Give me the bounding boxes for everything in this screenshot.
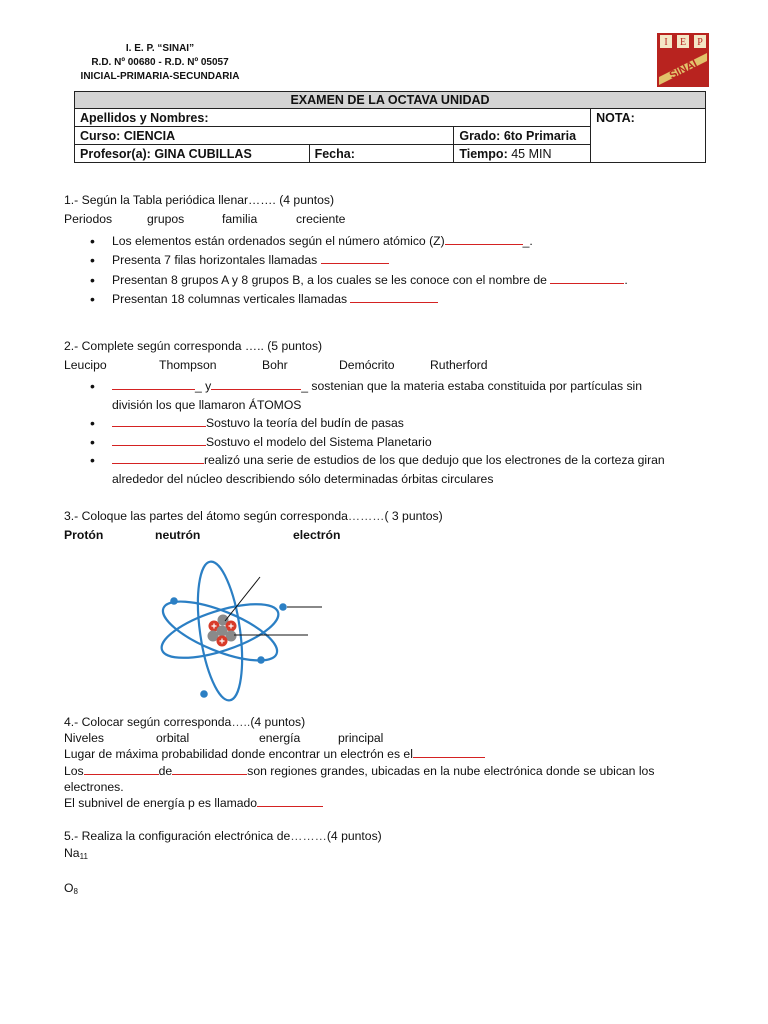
nota-label: NOTA: bbox=[596, 111, 635, 125]
electron bbox=[200, 690, 208, 698]
q4-word: principal bbox=[338, 731, 384, 745]
q2-word: Thompson bbox=[159, 358, 217, 372]
logo-letter: I bbox=[664, 37, 668, 48]
tiempo-value: 45 MIN bbox=[511, 146, 552, 161]
q1-word: Periodos bbox=[64, 212, 113, 226]
grado-label: Grado: bbox=[459, 128, 501, 143]
q2-word: Leucipo bbox=[64, 358, 107, 372]
logo-letter: E bbox=[679, 37, 687, 48]
q4-dots: ….. bbox=[231, 715, 251, 729]
answer-blank[interactable] bbox=[445, 234, 523, 245]
answer-blank[interactable] bbox=[84, 764, 159, 775]
grado-value: 6to Primaria bbox=[503, 128, 577, 143]
answer-blank[interactable] bbox=[321, 253, 389, 264]
q3-title-line bbox=[64, 509, 443, 523]
q4-word: orbital bbox=[156, 731, 190, 745]
q2-list bbox=[90, 377, 665, 488]
q2-item: • Sostuvo el modelo del Sistema Planetario bbox=[90, 433, 665, 452]
name-field[interactable] bbox=[75, 109, 591, 127]
profesor-value: GINA CUBILLAS bbox=[154, 146, 252, 161]
exam-info-table bbox=[74, 91, 706, 163]
q5-title-line bbox=[64, 829, 382, 843]
q1-word: creciente bbox=[296, 212, 346, 226]
q1-item: • Presentan 18 columnas verticales llamadas bbox=[90, 290, 628, 309]
school-rd: R.D. Nº 00680 - R.D. Nº 05057 bbox=[91, 57, 229, 68]
electron bbox=[257, 656, 265, 664]
answer-blank[interactable] bbox=[257, 796, 323, 807]
q5-points: (4 puntos) bbox=[326, 829, 382, 843]
profesor-cell bbox=[75, 145, 310, 163]
q5-element-na: $Na_{11}$ bbox=[64, 846, 88, 861]
q2-word: Demócrito bbox=[339, 358, 395, 372]
q1-item: • Los elementos están ordenados según el número atómico (Z) _. bbox=[90, 232, 628, 251]
q2-item: • _ y _ sostenian que la materia estaba constituida por partículas sin división los que llamaron ÁTOMOS bbox=[90, 377, 665, 414]
q5-element-o: $O_8$ bbox=[64, 881, 78, 896]
answer-blank[interactable] bbox=[350, 292, 438, 303]
q4-line: El subnivel de energía p es llamado bbox=[64, 796, 323, 810]
logo-text: SINAI bbox=[667, 57, 700, 82]
tiempo-label: Tiempo: bbox=[459, 146, 508, 161]
q2-word: Rutherford bbox=[430, 358, 488, 372]
q3-points: ( 3 puntos) bbox=[384, 509, 443, 523]
school-logo-icon bbox=[657, 33, 709, 87]
q2-item: • realizó una serie de estudios de los que dedujo que los electrones de la corteza giran alrededor del núcleo describiendo sólo determinadas órbitas circulares bbox=[90, 451, 665, 488]
q1-list bbox=[90, 232, 628, 309]
q2-title: 2.- Complete según corresponda ….. (5 puntos) bbox=[64, 339, 323, 353]
q5-title: 5.- Realiza la configuración electrónica de bbox=[64, 829, 291, 843]
nota-field[interactable] bbox=[591, 109, 706, 163]
grado-cell bbox=[454, 127, 591, 145]
nucleus bbox=[208, 615, 237, 647]
q3-word: neutrón bbox=[155, 528, 201, 542]
curso-value: CIENCIA bbox=[123, 128, 176, 143]
q5-dots: ……… bbox=[290, 829, 327, 843]
school-header bbox=[70, 42, 250, 84]
q4-line: Los de son regiones grandes, ubicadas en la nube electrónica donde se ubican los bbox=[64, 764, 655, 778]
fecha-label: Fecha: bbox=[314, 146, 355, 161]
q3-word: Protón bbox=[64, 528, 104, 542]
q2-item: • Sostuvo la teoría del budín de pasas bbox=[90, 414, 665, 433]
answer-blank[interactable] bbox=[112, 453, 204, 464]
atom-diagram bbox=[150, 555, 330, 705]
q1-word: grupos bbox=[147, 212, 185, 226]
answer-blank[interactable] bbox=[550, 273, 624, 284]
q4-title: 4.- Colocar según corresponda bbox=[64, 715, 232, 729]
tiempo-cell bbox=[454, 145, 591, 163]
q1-item: • Presenta 7 filas horizontales llamadas bbox=[90, 251, 628, 270]
school-levels: INICIAL-PRIMARIA-SECUNDARIA bbox=[80, 71, 240, 82]
q1-title: 1.- Según la Tabla periódica llenar……. (4 puntos) bbox=[64, 193, 335, 207]
answer-blank[interactable] bbox=[413, 747, 485, 758]
q3-dots: ……… bbox=[347, 509, 385, 523]
q4-title-line bbox=[64, 715, 305, 729]
q1-word: familia bbox=[222, 212, 258, 226]
name-label: Apellidos y Nombres: bbox=[80, 110, 209, 125]
answer-blank[interactable] bbox=[112, 416, 206, 427]
q2-item-cont: división los que llamaron ÁTOMOS bbox=[112, 397, 302, 412]
q4-line-cont: electrones. bbox=[64, 780, 124, 794]
q2-word: Bohr bbox=[262, 358, 288, 372]
q4-word: energía bbox=[259, 731, 301, 745]
school-name: I. E. P. “SINAI” bbox=[125, 43, 195, 54]
curso-cell bbox=[75, 127, 454, 145]
logo-letter: P bbox=[697, 37, 703, 48]
answer-blank[interactable] bbox=[112, 379, 195, 390]
answer-blank[interactable] bbox=[172, 764, 247, 775]
q2-item-cont: alrededor del núcleo describiendo sólo determinadas órbitas circulares bbox=[112, 471, 494, 486]
q1-item: • Presentan 8 grupos A y 8 grupos B, a los cuales se les conoce con el nombre de . bbox=[90, 271, 628, 290]
q3-word: electrón bbox=[293, 528, 341, 542]
electron bbox=[170, 597, 178, 605]
answer-blank[interactable] bbox=[211, 379, 301, 390]
profesor-label: Profesor(a): bbox=[80, 146, 151, 161]
curso-label: Curso: bbox=[80, 128, 121, 143]
q4-word: Niveles bbox=[64, 731, 104, 745]
electron bbox=[279, 603, 287, 611]
fecha-field[interactable] bbox=[309, 145, 454, 163]
exam-title: EXAMEN DE LA OCTAVA UNIDAD bbox=[75, 92, 706, 109]
pointer-line bbox=[225, 577, 260, 621]
answer-blank[interactable] bbox=[112, 435, 206, 446]
q4-line: Lugar de máxima probabilidad donde encontrar un electrón es el bbox=[64, 747, 485, 761]
q4-points: (4 puntos) bbox=[250, 715, 306, 729]
q3-title: 3.- Coloque las partes del átomo según corresponda bbox=[64, 509, 348, 523]
